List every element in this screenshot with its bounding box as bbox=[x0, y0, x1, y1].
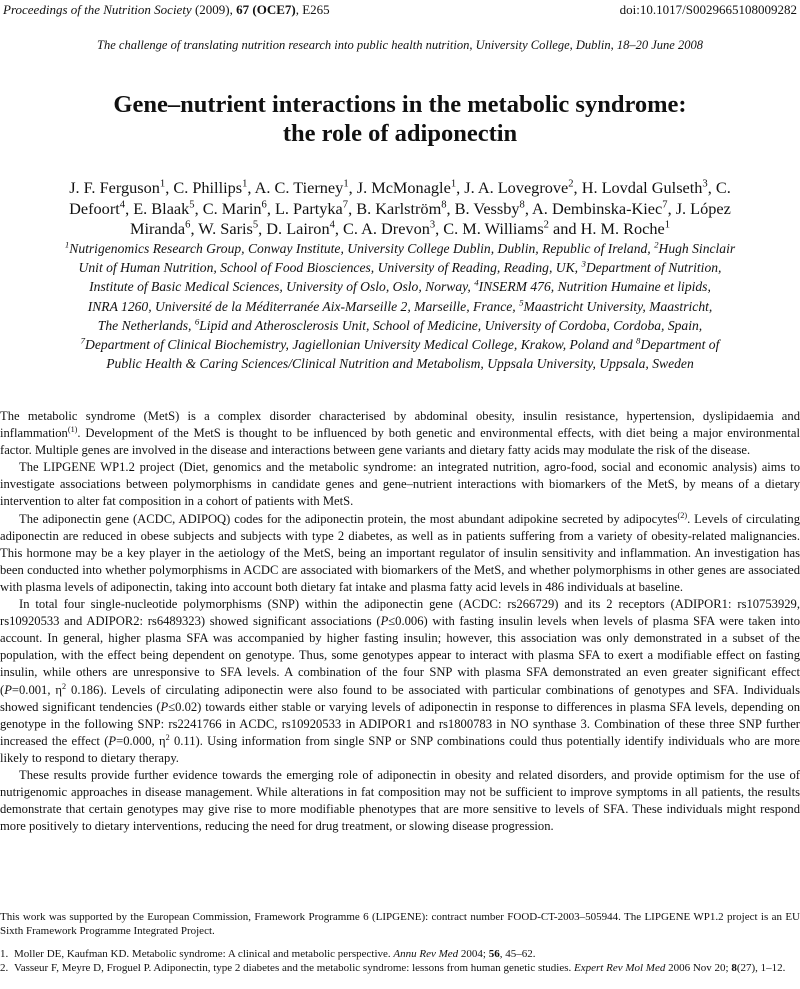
author-line: Miranda$^6$, W. Saris$^5$, D. Lairon$^4$, C. A. Drevon$^3$, C. M. Williams$^2$ and H. M. Roche$^1$ bbox=[129, 219, 671, 238]
affiliation-line: Public Health & Caring Sciences/Clinical Nutrition and Metabolism, Uppsala University, Uppsala, Sweden bbox=[106, 356, 694, 372]
journal-volume: 67 bbox=[236, 2, 250, 17]
author-line: J. F. Ferguson$^1$, C. Phillips$^1$, A. C. Tierney$^1$, J. McMonagle$^1$, J. A. Lovegrove$^2$, H. Lovdal Gulseth$^3$, C. bbox=[69, 178, 731, 197]
journal-issue: (OCE7) bbox=[249, 2, 296, 17]
reference-item bbox=[0, 948, 800, 962]
affiliation-line: Unit of Human Nutrition, School of Food Biosciences, University of Reading, Reading, UK, $^3$Department of Nutrition, bbox=[78, 258, 722, 276]
affiliation-line: The Netherlands, $^6$Lipid and Atherosclerosis Unit, School of Medicine, University of Cordoba, Cordoba, Spain, bbox=[97, 316, 703, 333]
title-line-1: Gene–nutrient interactions in the metabolic syndrome: bbox=[113, 91, 687, 118]
reference-text: Moller DE, Kaufman KD. Metabolic syndrome: A clinical and metabolic perspective. Annu Rev Med 2004; 56, 45–62. bbox=[14, 948, 536, 960]
affiliations bbox=[0, 239, 800, 373]
acknowledgement: This work was supported by the European Commission, Framework Programme 6 (LIPGENE): contract number FOOD-CT-2003–505944. The LIPGENE WP1.2 project is an EU Sixth Framework Programme Integrated Project. bbox=[0, 911, 800, 937]
body-paragraph: The LIPGENE WP1.2 project (Diet, genomics and the metabolic syndrome: an integrated nutrition, agro-food, social and economic analysis) aims to investigate associations between polymorphisms in candidate genes and gene–nutrient interactions with biomarkers of the MetS, by means of a dietary intervention to alter fat composition in a cohort of patients with MetS. bbox=[0, 460, 800, 509]
author-line: Defoort$^4$, E. Blaak$^5$, C. Marin$^6$, L. Partyka$^7$, B. Karlström$^8$, B. Vessby$^8$, A. Dembinska-Kiec$^7$, J. López bbox=[69, 198, 731, 218]
journal-page: , E265 bbox=[295, 2, 330, 17]
article-title bbox=[0, 90, 800, 148]
body-paragraph: In total four single-nucleotide polymorphisms (SNP) within the adiponectin gene (ACDC: rs266729) and its 2 receptors (ADIPOR1: rs10753929, rs10920533 and ADIPOR2: rs6489323) showed significant associations (P≤0.006) with fasting insulin levels when levels of plasma SFA were taken into account. In general, higher plasma SFA was accompanied by higher fasting insulin; however, this association was only demonstrated in a subset of the population, with the effect being dependent on genotype. Thus, some genotypes appear to interact with plasma SFA to exert a modifiable effect on fasting insulin, while others are unresponsive to SFA levels. A combination of the four SNP with plasma SFA demonstrated an even greater significant effect (P=0.001, $\eta^2$ 0.186). Levels of circulating adiponectin were also found to be associated with particular combinations of genotypes and SFA. Individuals showed significant tendencies (P≤0.02) towards either stable or varying levels of adiponectin in response to differences in plasma SFA levels, depending on genotype in the following SNP: rs2241766 in ACDC, rs10920533 in ADIPOR1 and rs1800783 in NO synthase 3. Combination of these three SNP further increased the effect (P=0.000, $\eta^2$ 0.11). Using information from single SNP or SNP combinations could thus potentially identify individuals who are more likely to respond to dietary therapy. bbox=[0, 597, 800, 765]
abstract-body bbox=[0, 408, 800, 835]
journal-name: Proceedings of the Nutrition Society bbox=[3, 2, 192, 17]
journal-citation bbox=[3, 2, 330, 18]
affiliation-line: $^1$Nutrigenomics Research Group, Conway Institute, University College Dublin, Dublin, Republic of Ireland, $^2$Hugh Sinclair bbox=[64, 239, 736, 256]
body-paragraph: The adiponectin gene (ACDC, ADIPOQ) codes for the adiponectin protein, the most abundant adipokine secreted by adipocytes$^{(2)}$. Levels of circulating adiponectin are reduced in obese subjects and subjects with type 2 diabetes, as well as in patients suffering from a variety of obesity-related malignancies. This hormone may be a key player in the aetiology of the MetS, being an important regulator of insulin sensitivity and inflammation. An investigation has been conducted into whether polymorphisms in ACDC are associated with biomarkers of the MetS, and whether polymorphisms in other genes are associated with plasma levels of adiponectin, taking into account both dietary fat intake and plasma fatty acid levels in 486 individuals at baseline. bbox=[0, 510, 800, 594]
reference-number: 2. bbox=[0, 961, 9, 974]
body-paragraph: The metabolic syndrome (MetS) is a complex disorder characterised by abdominal obesity, insulin resistance, hypertension, dyslipidaemia and inflammation$^{(1)}$. Development of the MetS is thought to be influenced by both genetic and environmental effects, with diet being a major environmental factor. Multiple genes are involved in the disease and interactions between gene variants and dietary fatty acids may modulate the risk of the disease. bbox=[0, 409, 800, 458]
affiliation-line: INRA 1260, Université de la Méditerranée Aix-Marseille 2, Marseille, France, $^5$Maastricht University, Maastricht, bbox=[87, 297, 713, 314]
affiliation-line: $^7$Department of Clinical Biochemistry, Jagiellonian University Medical College, Krakow, Poland and $^8$Department of bbox=[80, 335, 720, 353]
reference-list bbox=[0, 948, 800, 976]
reference-item bbox=[0, 962, 800, 976]
reference-number: 1. bbox=[0, 948, 9, 960]
reference-text: Vasseur F, Meyre D, Froguel P. Adiponectin, type 2 diabetes and the metabolic syndrome: lessons from human genetic studies. Expert Rev Mol Med 2006 Nov 20; 8(27), 1–12. bbox=[14, 961, 786, 974]
journal-year: (2009), bbox=[191, 2, 237, 17]
running-header bbox=[0, 2, 800, 18]
title-line-2: the role of adiponectin bbox=[282, 120, 518, 147]
author-list bbox=[0, 178, 800, 240]
body-paragraph: These results provide further evidence towards the emerging role of adiponectin in obesity and related disorders, and provide optimism for the use of nutrigenomic approaches in disease management. While alterations in fat composition may not be sufficient to improve symptoms in all patients, the results demonstrate that certain genotypes may give rise to more modifiable phenotypes that are more sensitive to levels of SFA. These individuals might respond more positively to dietary interventions, reducing the need for drug treatment, or slowing disease progression. bbox=[0, 767, 800, 834]
conference-line: The challenge of translating nutrition research into public health nutrition, University College, Dublin, 18–20 June 2008 bbox=[97, 38, 703, 52]
affiliation-line: Institute of Basic Medical Sciences, University of Oslo, Oslo, Norway, $^4$INSERM 476, Nutrition Humaine et lipids, bbox=[89, 277, 711, 295]
doi: doi:10.1017/S0029665108009282 bbox=[619, 2, 797, 17]
